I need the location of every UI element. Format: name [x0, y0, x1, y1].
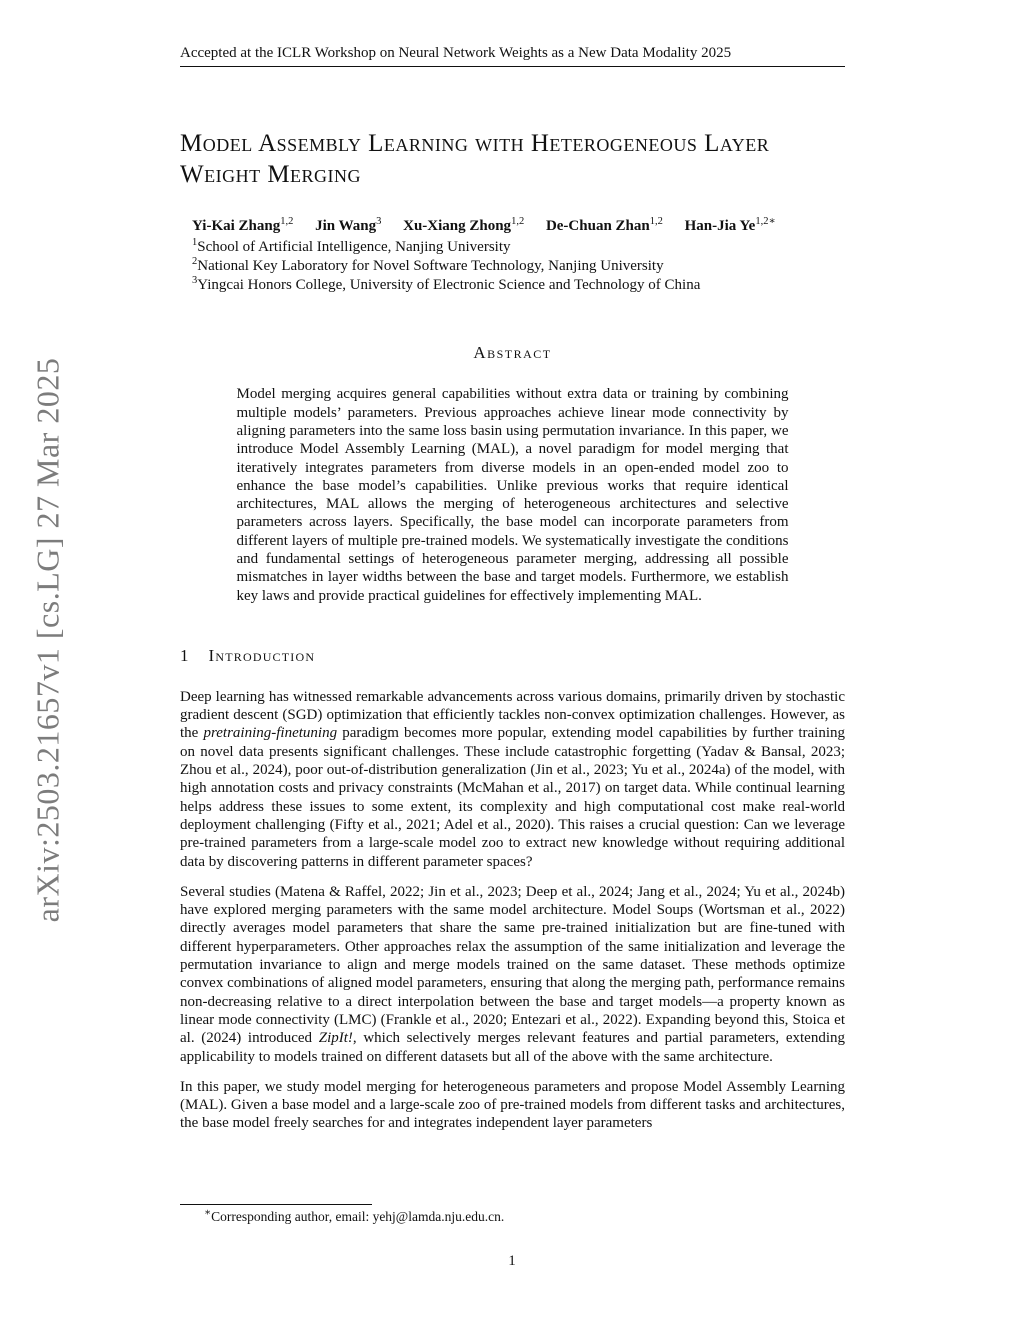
author: [403, 218, 524, 234]
author-name: Yi-Kai Zhang: [192, 218, 281, 234]
affiliation-sup: 2: [192, 255, 198, 267]
acceptance-header: [180, 45, 845, 67]
author-name: Xu-Xiang Zhong: [403, 218, 512, 234]
author-line: [180, 217, 845, 236]
author-name: De-Chuan Zhan: [545, 218, 650, 234]
affiliation: [192, 276, 845, 295]
intro-paragraph-3: In this paper, we study model merging for heterogeneous parameters and propose Model Assembly Learning (MAL). Given a base model and a large-scale zoo of pre-trained models from different tasks and architectures, the base model freely searches for and integrates independent layer parameters: [180, 1078, 845, 1132]
author: [192, 218, 293, 234]
section-1-heading: [180, 646, 845, 666]
affiliation-text: National Key Laboratory for Novel Software Technology, Nanjing University: [197, 257, 664, 274]
footnote-block: [180, 1204, 845, 1225]
author-affil-sup: 1,2: [649, 216, 663, 227]
footnote-rule: [180, 1204, 372, 1205]
abstract-heading: Abstract: [473, 343, 552, 363]
arxiv-watermark: arXiv:2503.21657v1 [cs.LG] 27 Mar 2025: [29, 357, 66, 923]
author-name: Han-Jia Ye: [684, 218, 756, 234]
affiliation-text: Yingcai Honors College, University of Electronic Science and Technology of China: [197, 277, 701, 294]
corresponding-author-footnote: [180, 1209, 845, 1225]
section-title: Introduction: [208, 645, 316, 665]
footnote-marker: ∗: [204, 1207, 212, 1219]
intro-paragraph-2: Several studies (Matena & Raffel, 2022; Jin et al., 2023; Deep et al., 2024; Jang et al., 2024; Yu et al., 2024b) have explored merging parameters with the same model architecture. Model Soups (Wortsman et al., 2022) directly averages model parameters that share the same pre-trained initialization but are fine-tuned with different hyperparameters. Other approaches relax the assumption of the same initialization and leverage the permutation invariance to align and merge models trained on the same dataset. These methods optimize convex combinations of aligned model parameters, ensuring that along the merging path, performance remains non-decreasing relative to a direct interpolation between the base and target models—a property known as linear mode connectivity (LMC) (Frankle et al., 2020; Entezari et al., 2022). Expanding beyond this, Stoica et al. (2024) introduced ZipIt!, which selectively merges relevant features and partial parameters, extending applicability to models trained on different datasets but all of the above with the same architecture.: [180, 883, 845, 1065]
affiliation-sup: 3: [192, 275, 198, 287]
author-affil-sup: 1,2: [511, 216, 525, 227]
author: [685, 218, 776, 234]
footnote-text: Corresponding author, email: yehj@lamda.nju.edu.cn.: [211, 1209, 505, 1224]
affiliations: [180, 238, 845, 296]
author-affil-sup: 1,2∗: [755, 216, 776, 227]
affiliation-sup: 1: [192, 236, 198, 248]
affiliation: [192, 257, 845, 276]
acceptance-header-text: Accepted at the ICLR Workshop on Neural Network Weights as a New Data Modality 2025: [180, 45, 732, 61]
paper-title: Model Assembly Learning with Heterogeneous Layer Weight Merging: [180, 130, 770, 188]
intro-paragraph-1: Deep learning has witnessed remarkable advancements across various domains, primarily driven by stochastic gradient descent (SGD) optimization that efficiently tackles non-convex optimization challenges. However, as the pretraining-finetuning paradigm becomes more popular, extending model capabilities by further training on novel data presents significant challenges. These include catastrophic forgetting (Yadav & Bansal, 2023; Zhou et al., 2024), poor out-of-distribution generalization (Jin et al., 2023; Yu et al., 2024a) of the model, with high annotation costs and privacy constraints (McMahan et al., 2017) on target data. While continual learning helps address these issues to some extent, its complexity and high computational cost make real-world deployment challenging (Fifty et al., 2021; Adel et al., 2020). This raises a crucial question: Can we leverage pre-trained parameters from a large-scale model zoo to extract new knowledge without requiring additional data by discovering patterns in different parameter spaces?: [180, 688, 845, 870]
author: [315, 218, 381, 234]
abstract-text: Model merging acquires general capabilities without extra data or training by combining multiple models’ parameters. Previous approaches achieve linear mode connectivity by aligning parameters into the same loss basin using permutation invariance. In this paper, we introduce Model Assembly Learning (MAL), a novel paradigm for model merging that iteratively integrates parameters from diverse models in an open-ended model zoo to enhance the base model’s capabilities. Unlike previous works that require identical architectures, MAL allows the merging of heterogeneous architectures and selective parameters across layers. Specifically, the base model can incorporate parameters from different layers of multiple pre-trained models. We systematically investigate the conditions and fundamental settings of heterogeneous parameter merging, addressing all possible mismatches in layer widths between the base and target models. Furthermore, we establish key laws and provide practical guidelines for effectively implementing MAL.: [236, 386, 789, 604]
affiliation: [192, 238, 845, 257]
affiliation-text: School of Artificial Intelligence, Nanjing University: [197, 238, 511, 255]
page-number: 1: [508, 1253, 516, 1269]
paper-content: [180, 0, 845, 1133]
section-number: 1: [180, 645, 189, 665]
author-affil-sup: 3: [376, 216, 382, 227]
author-name: Jin Wang: [315, 218, 377, 234]
author-affil-sup: 1,2: [280, 216, 294, 227]
author: [546, 218, 663, 234]
